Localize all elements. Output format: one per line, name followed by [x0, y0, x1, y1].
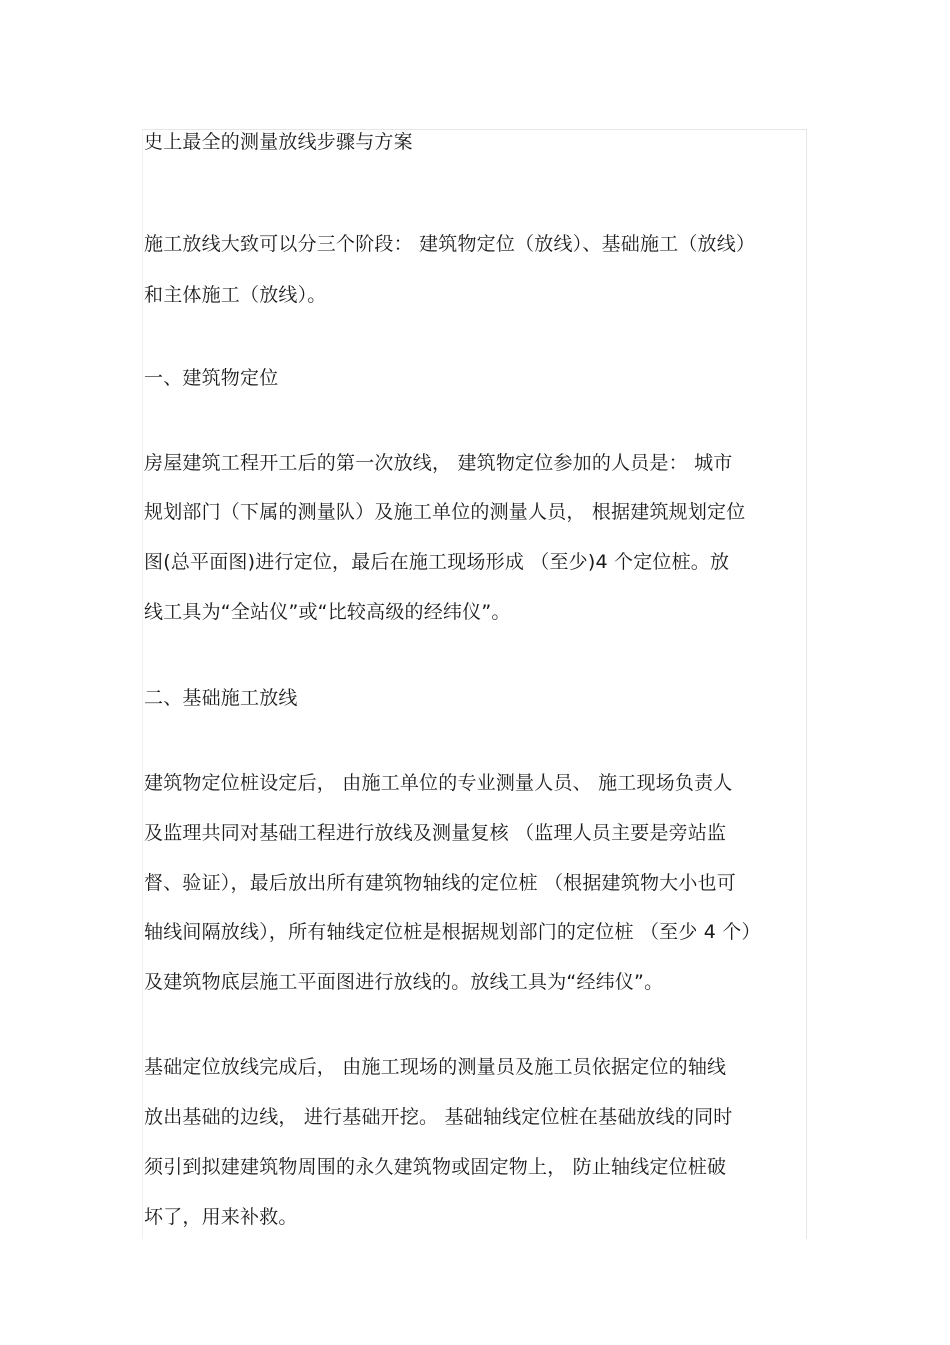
- section-1-line-1: 房屋建筑工程开工后的第一次放线， 建筑物定位参加的人员是： 城市: [144, 452, 733, 474]
- section-2-p2-line-3: 须引到拟建建筑物周围的永久建筑物或固定物上， 防止轴线定位桩破: [144, 1156, 727, 1178]
- section-1-line-4: 线工具为“全站仪”或“比较高级的经纬仪”。: [144, 601, 511, 623]
- section-1-line-2: 规划部门（下属的测量队）及施工单位的测量人员， 根据建筑规划定位: [144, 501, 746, 523]
- document-title: 史上最全的测量放线步骤与方案: [144, 131, 413, 153]
- section-2-p1-line-1: 建筑物定位桩设定后， 由施工单位的专业测量人员、 施工现场负责人: [144, 772, 733, 794]
- section-2-p2-line-4: 坏了，用来补救。: [144, 1206, 298, 1228]
- section-1-line-3: 图(总平面图)进行定位，最后在施工现场形成 （至少)4 个定位桩。放: [144, 551, 730, 573]
- section-2-p1-line-4: 轴线间隔放线），所有轴线定位桩是根据规划部门的定位桩 （至少 4 个）: [144, 921, 761, 943]
- section-2-p1-line-2: 及监理共同对基础工程进行放线及测量复核 （监理人员主要是旁站监: [144, 822, 727, 844]
- section-2-p1-line-3: 督、验证），最后放出所有建筑物轴线的定位桩 （根据建筑物大小也可: [144, 872, 736, 894]
- section-1-heading: 一、建筑物定位: [144, 367, 279, 389]
- section-2-p2-line-1: 基础定位放线完成后， 由施工现场的测量员及施工员依据定位的轴线: [144, 1056, 727, 1078]
- intro-line-1: 施工放线大致可以分三个阶段： 建筑物定位（放线）、基础施工（放线）: [144, 233, 756, 255]
- section-2-heading: 二、基础施工放线: [144, 687, 298, 709]
- section-2-p1-line-5: 及建筑物底层施工平面图进行放线的。放线工具为“经纬仪”。: [144, 971, 664, 993]
- intro-line-2: 和主体施工（放线）。: [144, 284, 327, 306]
- section-2-p2-line-2: 放出基础的边线， 进行基础开挖。 基础轴线定位桩在基础放线的同时: [144, 1106, 733, 1128]
